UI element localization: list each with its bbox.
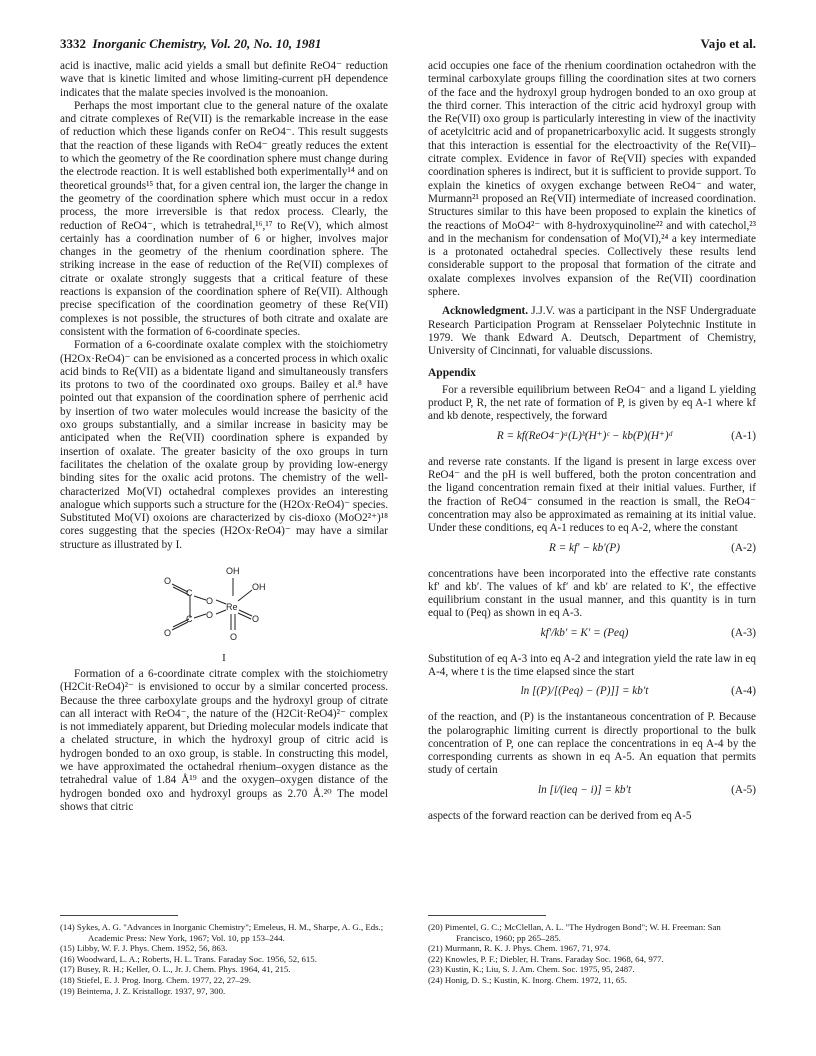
equation-a2: [428, 542, 756, 562]
atom-label: Re: [226, 601, 238, 612]
appendix-heading: Appendix: [428, 366, 476, 379]
acknowledgment-heading: Acknowledgment.: [442, 305, 529, 318]
equation-number: (A-2): [731, 541, 756, 554]
footnote: (22) Knowles, P. F.; Diebler, H. Trans. Faraday Soc. 1968, 64, 977.: [428, 953, 664, 964]
equation-a1: [428, 430, 756, 450]
header-authors: Vajo et al.: [700, 36, 756, 51]
acknowledgment-text: J.J.V. was a participant in the NSF Undergraduate Research Participation Program at Rensselaer Polytechnic Institute in 1979. We thank Edward A. Deutsch, Department of Chemistry, University of Cincinnati, for valuable discussions.: [428, 305, 756, 358]
paragraph: acid occupies one face of the rhenium coordination octahedron with the terminal carboxylate groups filling the coordination sites at two corners of the face and the hydroxyl group hydrogen bonded to an oxo group at the third corner. This interaction of the citric acid hydroxyl group with the Re(VII) oxo group is particularly interesting in view of the inactivity of acetylcitric acid and of propanetricarboxylic acid. It suggests strongly that this interaction is essential for the electroactivity of the Re(VII)–citrate complex. Evidence in favor of Re(VII) species with expanded coordination spheres is indirect, but it is sufficient to provide support. To explain the kinetics of oxygen exchange between ReO4⁻ and water, Murmann²¹ proposed an Re(VII) intermediate of increased coordination. Structures similar to this have been proposed to explain the kinetics of the reactions of MoO4²⁻ with 8-hydroxyquinoline²² and with catechol,²³ and in the mechanism for condensation of Mo(VI),²⁴ a key intermediate is a protonated octahedral species. Collectively these results lend considerable support to the proposal that formation of the citrate and oxalate complexes involves expansion of the Re(VII) coordination sphere.: [428, 60, 756, 299]
paragraph: aspects of the forward reaction can be derived from eq A-5: [428, 809, 692, 822]
atom-label: O: [164, 627, 172, 638]
footnote: (14) Sykes, A. G. "Advances in Inorganic Chemistry"; Emeleus, H. M., Sharpe, A. G., Eds.; Academic Press: New York, 1967; Vol. 10, pp 153–244.: [60, 922, 384, 943]
paragraph: acid is inactive, malic acid yields a small but definite ReO4⁻ reduction wave that is kinetic limited and whose limiting-current pH dependence indicates that the malate species involved is the monoanion.: [60, 60, 388, 99]
equation-body: ln [(P)/[(Peq) − (P)]] = kb′t: [520, 685, 649, 698]
paragraph: concentrations have been incorporated into the effective rate constants kf′ and kb′. The values of kf′ and kb′ are related to K′, the effective equilibrium constant in the usual manner, and this quantity is in turn equal to (Peq) as shown in eq A-3.: [428, 567, 756, 620]
footnote: (18) Stiefel, E. J. Prog. Inorg. Chem. 1977, 22, 27–29.: [60, 974, 251, 985]
footnote: (21) Murmann, R. K. J. Phys. Chem. 1967, 71, 974.: [428, 943, 611, 954]
figure-label: I: [222, 651, 226, 664]
atom-label: O: [206, 595, 214, 606]
journal-citation: Inorganic Chemistry, Vol. 20, No. 10, 1981: [92, 36, 322, 51]
equation-body: kf′/kb′ = K′ = (Peq): [540, 626, 629, 639]
footnote-rule: [60, 915, 178, 916]
paragraph: Formation of a 6-coordinate oxalate complex with the stoichiometry (H2Ox·ReO4)⁻ can be envisioned as a concerted process in which oxalic acid binds to Re(VII) as a bidentate ligand and simultaneously transfers its protons to two of the coordinated oxo groups. Bailey et al.⁸ have pointed out that expansion of the coordination sphere of perrhenic acid by insertion of two water molecules would increase the basicity of the oxo groups substantially, and a similar increase in basicity may be anticipated when the Re(VII) coordination sphere is expanded by insertion of oxalate. The greater basicity of the oxo groups in turn facilitates the chelation of the oxalate group by providing low-energy binding sites for the oxalic acid protons. The chemistry of the well-characterized Mo(VI) octahedral complexes provides an interesting analogue which supports such a structure for the (H2Ox·ReO4)⁻ species. Substituted Mo(VI) oxoions are characterized by cis-dioxo (MoO2²⁺)¹⁸ cores suggesting that the species (H2Ox·ReO4)⁻ may have a similar structure as illustrated by I.: [60, 339, 388, 551]
atom-label: OH: [226, 565, 240, 576]
footnote: (24) Honig, D. S.; Kustin, K. Inorg. Chem. 1972, 11, 65.: [428, 974, 627, 985]
structure-figure: [60, 556, 388, 666]
paragraph: Perhaps the most important clue to the general nature of the oxalate and citrate complexes of Re(VII) is the remarkable increase in the ease of reduction which these ligands confer on ReO4⁻. This result suggests that the reaction of these ligands with ReO4⁻ greatly reduces the extent to which the geometry of the Re coordination sphere must change during the electrode reaction. It is well established both experimentally¹⁴ and on theoretical grounds¹⁵ that, for a given central ion, the larger the change in the geometry of the coordination sphere which must occur in a redox process, the more irreversible is that redox process. Clearly, the reduction of ReO4⁻, which is tetrahedral,¹⁶,¹⁷ to Re(V), which almost certainly has a coordination number of 6 or higher, involves major changes in the geometry of the rhenium coordination sphere. The striking increase in the ease of reduction of the Re(VII) complexes of citrate or oxalate strongly suggests that a critical feature of these reactions is expansion of the coordination sphere of Re(VII). Although precise specification of the coordination geometry of these Re(VII) complexes is not possible, the structures of both citrate and oxalate are consistent with the formation of 6-coordinate species.: [60, 99, 388, 338]
equation-a3: [428, 627, 756, 647]
footnotes-left: [60, 922, 388, 996]
atom-label: C: [186, 587, 193, 598]
footnote: (20) Pimentel, G. C.; McClellan, A. L. "The Hydrogen Bond"; W. H. Freeman: San Francisco, 1960; pp 265–285.: [428, 922, 721, 943]
left-column: [60, 60, 388, 814]
atom-label: O: [230, 631, 238, 642]
running-header: [60, 36, 756, 56]
equation-body: R = kf′ − kb′(P): [549, 541, 620, 554]
equation-number: (A-4): [731, 685, 756, 698]
footnote: (16) Woodward, L. A.; Roberts, H. L. Trans. Faraday Soc. 1956, 52, 615.: [60, 953, 317, 964]
atom-label: O: [206, 609, 214, 620]
footnote: (19) Beintema, J. Z. Kristallogr. 1937, 97, 300.: [60, 985, 226, 996]
equation-body: R = kf(ReO4⁻)ᵃ(L)ᵇ(H⁺)ᶜ − kb(P)(H⁺)ᵈ: [496, 429, 673, 442]
equation-a4: [428, 685, 756, 705]
footnote: (17) Busey, R. H.; Keller, O. L., Jr. J. Chem. Phys. 1964, 41, 215.: [60, 964, 291, 975]
header-left: [60, 36, 321, 52]
equation-body: ln [i/(ieq − i)] = kb′t: [537, 783, 632, 796]
equation-number: (A-3): [731, 626, 756, 639]
atom-label: C: [186, 613, 193, 624]
footnote: (15) Libby, W. F. J. Phys. Chem. 1952, 56, 863.: [60, 943, 228, 954]
paragraph: Substitution of eq A-3 into eq A-2 and integration yield the rate law in eq A-4, where t is the time elapsed since the start: [428, 652, 756, 678]
footnote: (23) Kustin, K.; Liu, S. J. Am. Chem. Soc. 1975, 95, 2487.: [428, 964, 635, 975]
atom-label: O: [252, 613, 260, 624]
equation-number: (A-5): [731, 783, 756, 796]
paragraph: of the reaction, and (P) is the instantaneous concentration of P. Because the polarographic limiting current is directly proportional to the bulk concentration of P, one can replace the concentrations in eq A-4 by the corresponding currents as shown in eq A-5. An equation that permits study of certain: [428, 711, 756, 777]
equation-number: (A-1): [731, 429, 756, 442]
equation-a5: [428, 784, 756, 804]
paragraph: and reverse rate constants. If the ligand is present in large excess over ReO4⁻ and the pH is well buffered, both the proton concentration and the ligand concentration remain fixed at their initial values. Further, if the fraction of ReO4⁻ consumed in the reaction is small, the ReO4⁻ concentration may also be approximated as remaining at its initial value. Under these conditions, eq A-1 reduces to eq A-2, where the constant: [428, 455, 756, 535]
footnote-rule: [428, 915, 546, 916]
right-column: [428, 60, 756, 823]
footnotes-right: [428, 922, 756, 986]
atom-label: O: [164, 575, 172, 586]
oxalate-rhenium-structure: [160, 556, 290, 651]
page-number: 3332: [60, 36, 86, 51]
paragraph: Formation of a 6-coordinate citrate complex with the stoichiometry (H2Cit·ReO4)²⁻ is envisioned to occur by a similar concerted process. Because the three carboxylate groups and the hydroxyl group of citrate can all interact with ReO4⁻, the nature of the (H2Cit·ReO4)²⁻ complex is not immediately apparent, but Drieding molecular models indicate that a chelated structure, in which the hydroxyl group of citric acid is hydrogen bonded to an oxo group, is stable. In constructing this model, we have approximated the octahedral rhenium–oxygen distance as the tetrahedral value of 1.84 Å¹⁹ and the oxygen–oxygen distance of the hydrogen bonded oxo and hydroxyl groups as 2.70 Å.²⁰ The model shows that citric: [60, 667, 388, 813]
atom-label: OH: [252, 581, 266, 592]
paragraph: For a reversible equilibrium between ReO4⁻ and a ligand L yielding product P, R, the net rate of formation of P, is given by eq A-1 where kf and kb denote, respectively, the forward: [428, 383, 756, 423]
